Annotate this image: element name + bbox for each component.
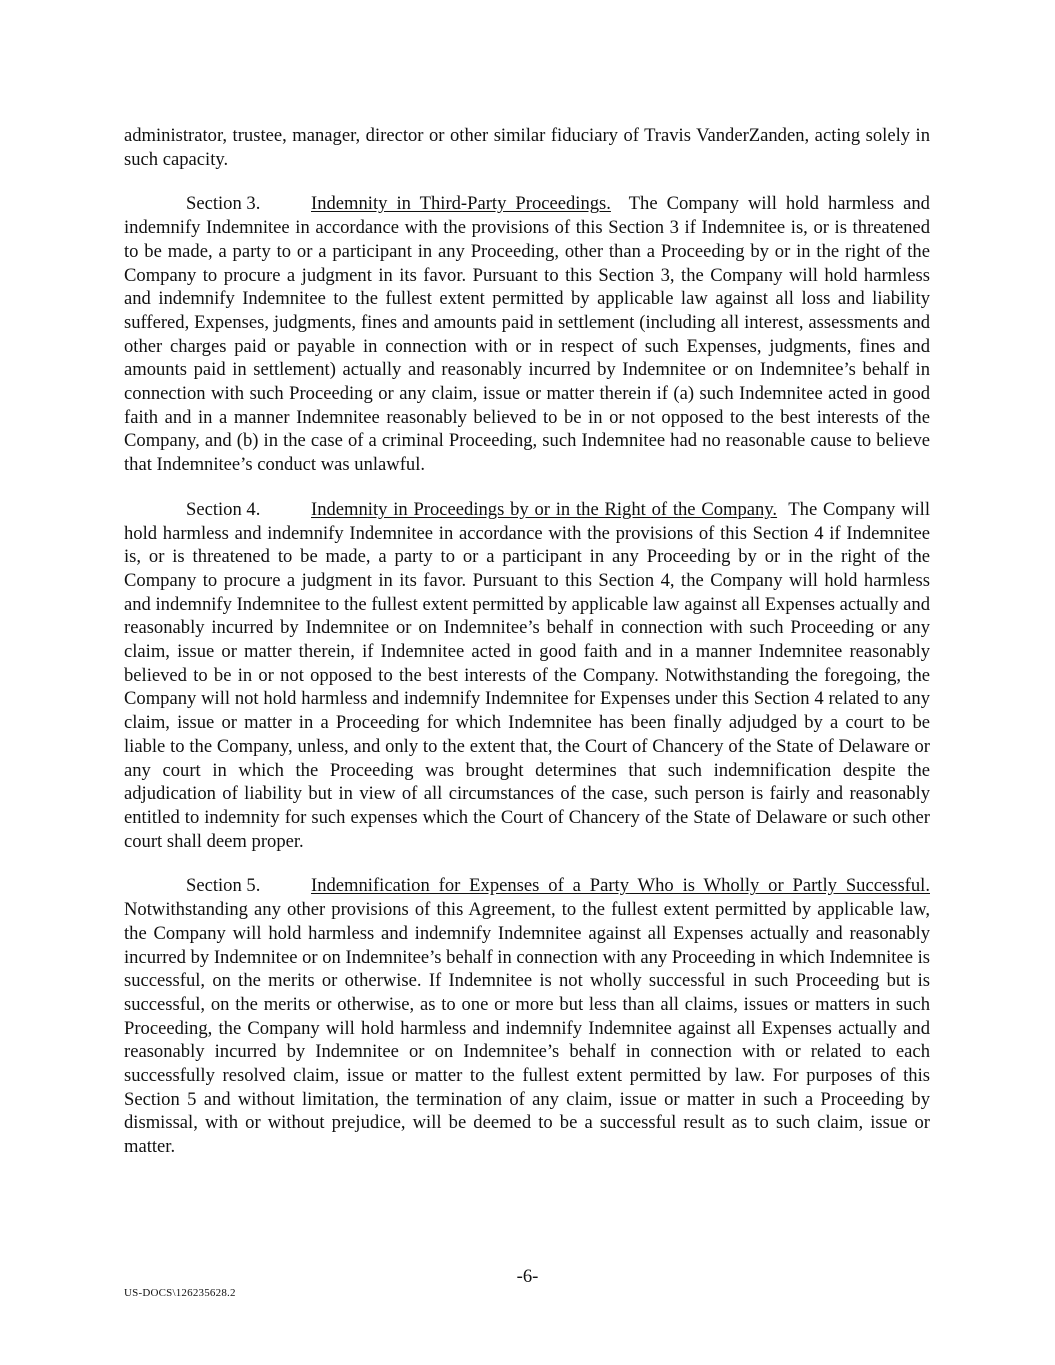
section-3-paragraph (124, 192, 930, 476)
section-5-number: Section 5. (186, 875, 261, 897)
document-id: US-DOCS\126235628.2 (124, 1287, 236, 1299)
section-3-heading: Indemnity in Third-Party Proceedings. (311, 193, 611, 215)
section-3-body: The Company will hold harmless and indemnify Indemnitee in accordance with the provisions of this Section 3 if Indemnitee is, or is threatened to be made, a party to or a participant in any Proceeding, other than a Proceeding by or in the right of the Company to procure a judgment in its favor. Pursuant to this Section 3, the Company will hold harmless and indemnify Indemnitee to the fullest extent permitted by applicable law against all loss and liability suffered, Expenses, judgments, fines and amounts paid in settlement (including all interest, assessments and other charges paid or payable in connection with or in respect of such Expenses, judgments, fines and amounts paid in settlement) actually and reasonably incurred by Indemnitee or on Indemnitee’s behalf in connection with such Proceeding or any claim, issue or matter therein if (a) such Indemnitee acted in good faith and in a manner Indemnitee reasonably believed to be in or not opposed to the best interests of the Company, and (b) in the case of a criminal Proceeding, such Indemnitee had no reasonable cause to believe that Indemnitee’s conduct was unlawful. (124, 193, 930, 476)
section-4-paragraph (124, 498, 930, 854)
document-page (124, 124, 930, 1180)
page-number: -6- (516, 1266, 539, 1287)
section-4-number: Section 4. (186, 498, 261, 520)
section-3-number: Section 3. (186, 193, 261, 215)
section-5-heading: Indemnification for Expenses of a Party Who is Wholly or Partly Successful. (311, 875, 930, 897)
section-4-body: The Company will hold harmless and indemnify Indemnitee in accordance with the provisions of this Section 4 if Indemnitee is, or is threatened to be made, a party to or a participant in any Proceeding by or in the right of the Company to procure a judgment in its favor. Pursuant to this Section 4, the Company will hold harmless and indemnify Indemnitee to the fullest extent permitted by applicable law against all Expenses actually and reasonably incurred by Indemnitee or on Indemnitee’s behalf in connection with such Proceeding or any claim, issue or matter therein, if Indemnitee acted in good faith and in a manner Indemnitee reasonably believed to be in or not opposed to the best interests of the Company. Notwithstanding the foregoing, the Company will not hold harmless and indemnify Indemnitee for Expenses under this Section 4 related to any claim, issue or matter in a Proceeding for which Indemnitee has been finally adjudged by a court to be liable to the Company, unless, and only to the extent that, the Court of Chancery of the State of Delaware or any court in which the Proceeding was brought determines that such indemnification despite the adjudication of liability but in view of all circumstances of the case, such person is fairly and reasonably entitled to indemnity for such expenses which the Court of Chancery of the State of Delaware or such other court shall deem proper. (124, 498, 930, 852)
section-5-paragraph (124, 874, 930, 1158)
section-5-body: Notwithstanding any other provisions of this Agreement, to the fullest extent permitted by applicable law, the Company will hold harmless and indemnify Indemnitee against all Expenses actually and reasonably incurred by Indemnitee or on Indemnitee’s behalf in connection with any Proceeding in which Indemnitee is successful, on the merits or otherwise. If Indemnitee is not wholly successful in such Proceeding but is successful, on the merits or otherwise, as to one or more but less than all claims, issues or matters in such Proceeding, the Company will hold harmless and indemnify Indemnitee against all Expenses actually and reasonably incurred by Indemnitee or on Indemnitee’s behalf in connection with or related to each successfully resolved claim, issue or matter to the fullest extent permitted by law. For purposes of this Section 5 and without limitation, the termination of any claim, issue or matter in such a Proceeding by dismissal, with or without prejudice, will be deemed to be a successful result as to such claim, issue or matter. (124, 899, 931, 1158)
opening-paragraph: administrator, trustee, manager, director or other similar fiduciary of Travis VanderZanden, acting solely in such capacity. (124, 125, 930, 170)
section-4-heading: Indemnity in Proceedings by or in the Right of the Company. (311, 498, 778, 520)
